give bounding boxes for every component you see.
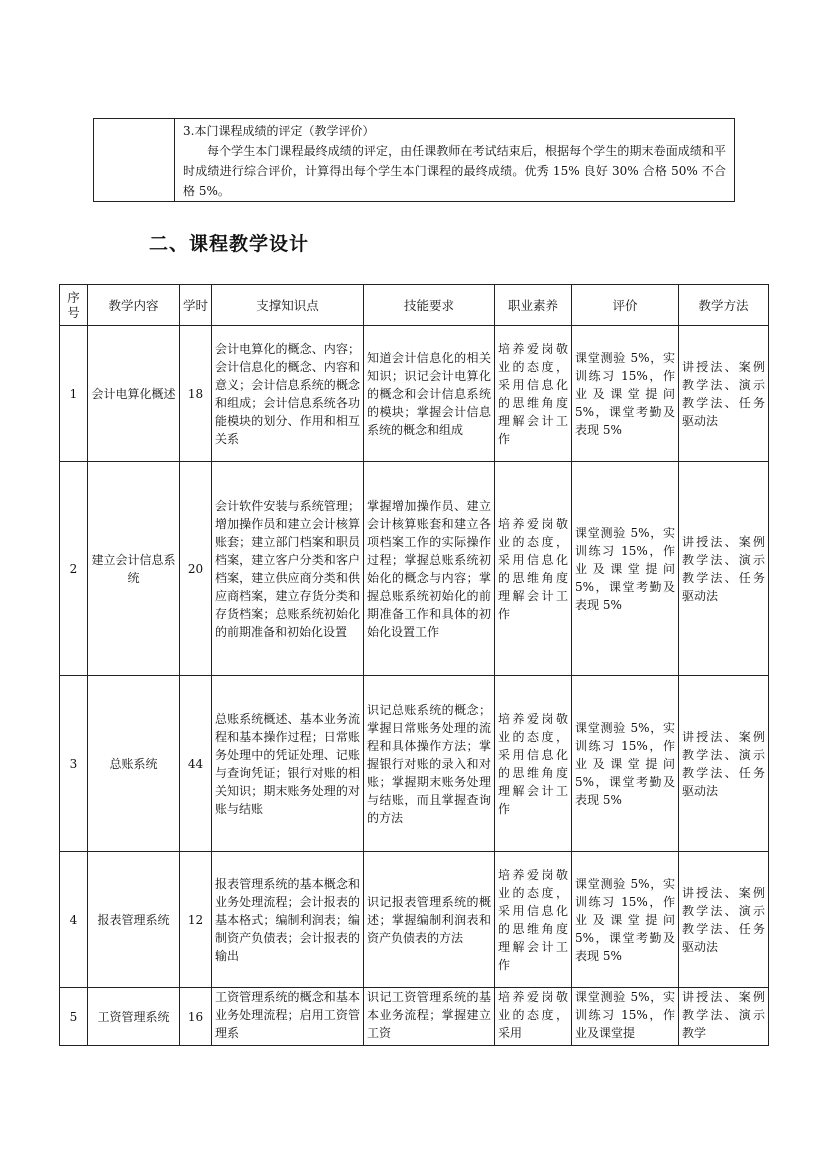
row-content: 工资管理系统 [88, 988, 180, 1046]
row-skills: 掌握增加操作员、建立会计核算账套和建立各项档案工作的实际操作过程；掌握总账系统初始化的概念与内容；掌握总账系统初始化的前期准备工作和具体的初始化设置工作 [364, 462, 495, 676]
header-hours: 学时 [180, 285, 212, 326]
row-content: 报表管理系统 [88, 852, 180, 988]
row-knowledge: 总账系统概述、基本业务流程和基本操作过程；日常账务处理中的凭证处理、记账与查询凭证；银行对账的相关知识；期末账务处理的对账与结账 [212, 676, 364, 852]
row-no: 1 [60, 326, 88, 462]
assessment-box [93, 118, 735, 202]
row-hours: 18 [180, 326, 212, 462]
row-knowledge: 会计电算化的概念、内容；会计信息化的概念、内容和意义；会计信息系统的概念和组成；会计信息系统各功能模块的划分、作用和相互关系 [212, 326, 364, 462]
row-no: 2 [60, 462, 88, 676]
row-literacy: 培养爱岗敬业的态度，采用 [495, 988, 572, 1046]
header-no: 序号 [60, 285, 88, 326]
table-row [60, 988, 769, 1046]
row-evaluation: 课堂测验 5%，实训练习 15%，作业及课堂提问 5%，课堂考勤及表现 5% [572, 462, 679, 676]
row-no: 4 [60, 852, 88, 988]
row-literacy: 培养爱岗敬业的态度，采用信息化的思维角度理解会计工作 [495, 676, 572, 852]
row-skills: 识记工资管理系统的基本业务流程；掌握建立工资 [364, 988, 495, 1046]
table-row [60, 852, 769, 988]
assessment-heading: 3.本门课程成绩的评定（教学评价） [183, 124, 375, 138]
table-header-row [60, 285, 769, 326]
row-skills: 识记报表管理系统的概述；掌握编制利润表和资产负债表的方法 [364, 852, 495, 988]
row-evaluation: 课堂测验 5%，实训练习 15%，作业及课堂提问 5%，课堂考勤及表现 5% [572, 852, 679, 988]
row-methods: 讲授法、案例教学法、演示教学 [679, 988, 769, 1046]
header-knowledge: 支撑知识点 [212, 285, 364, 326]
row-skills: 知道会计信息化的相关知识；识记会计电算化的概念和会计信息系统的模块；掌握会计信息系统的概念和组成 [364, 326, 495, 462]
row-methods: 讲授法、案例教学法、演示教学法、任务驱动法 [679, 676, 769, 852]
row-methods: 讲授法、案例教学法、演示教学法、任务驱动法 [679, 462, 769, 676]
table-row [60, 462, 769, 676]
header-skills: 技能要求 [364, 285, 495, 326]
row-content: 建立会计信息系统 [88, 462, 180, 676]
row-knowledge: 会计软件安装与系统管理；增加操作员和建立会计核算账套；建立部门档案和职员档案，建立客户分类和客户档案，建立供应商分类和供应商档案，建立存货分类和存货档案；总账系统初始化的前期准备和初始化设置 [212, 462, 364, 676]
row-methods: 讲授法、案例教学法、演示教学法、任务驱动法 [679, 326, 769, 462]
row-knowledge: 报表管理系统的基本概念和业务处理流程；会计报表的基本格式；编制利润表；编制资产负债表；会计报表的输出 [212, 852, 364, 988]
assessment-body: 每个学生本门课程最终成绩的评定，由任课教师在考试结束后，根据每个学生的期末卷面成绩和平时成绩进行综合评价，计算得出每个学生本门课程的最终成绩。优秀 15% 良好 30% 合格 50% 不合格 5%。 [183, 144, 726, 198]
row-hours: 16 [180, 988, 212, 1046]
course-design-table [59, 284, 769, 1046]
row-content: 会计电算化概述 [88, 326, 180, 462]
row-evaluation: 课堂测验 5%，实训练习 15%，作业及课堂提 [572, 988, 679, 1046]
row-content: 总账系统 [88, 676, 180, 852]
row-hours: 20 [180, 462, 212, 676]
row-hours: 44 [180, 676, 212, 852]
row-evaluation: 课堂测验 5%，实训练习 15%，作业及课堂提问 5%，课堂考勤及表现 5% [572, 676, 679, 852]
table-row [60, 326, 769, 462]
assessment-cell [175, 119, 735, 202]
row-literacy: 培养爱岗敬业的态度，采用信息化的思维角度理解会计工作 [495, 462, 572, 676]
row-evaluation: 课堂测验 5%，实训练习 15%，作业及课堂提问 5%，课堂考勤及表现 5% [572, 326, 679, 462]
row-hours: 12 [180, 852, 212, 988]
row-skills: 识记总账系统的概念；掌握日常账务处理的流程和具体操作方法；掌握银行对账的录入和对账；掌握期末账务处理与结账，而且掌握查询的方法 [364, 676, 495, 852]
header-literacy: 职业素养 [495, 285, 572, 326]
header-content: 教学内容 [88, 285, 180, 326]
assessment-label-cell [94, 119, 175, 202]
row-knowledge: 工资管理系统的概念和基本业务处理流程；启用工资管理系 [212, 988, 364, 1046]
row-no: 3 [60, 676, 88, 852]
header-evaluation: 评价 [572, 285, 679, 326]
header-methods: 教学方法 [679, 285, 769, 326]
section-title: 二、课程教学设计 [149, 233, 310, 255]
row-literacy: 培养爱岗敬业的态度，采用信息化的思维角度理解会计工作 [495, 852, 572, 988]
row-methods: 讲授法、案例教学法、演示教学法、任务驱动法 [679, 852, 769, 988]
table-row [60, 676, 769, 852]
row-literacy: 培养爱岗敬业的态度，采用信息化的思维角度理解会计工作 [495, 326, 572, 462]
row-no: 5 [60, 988, 88, 1046]
